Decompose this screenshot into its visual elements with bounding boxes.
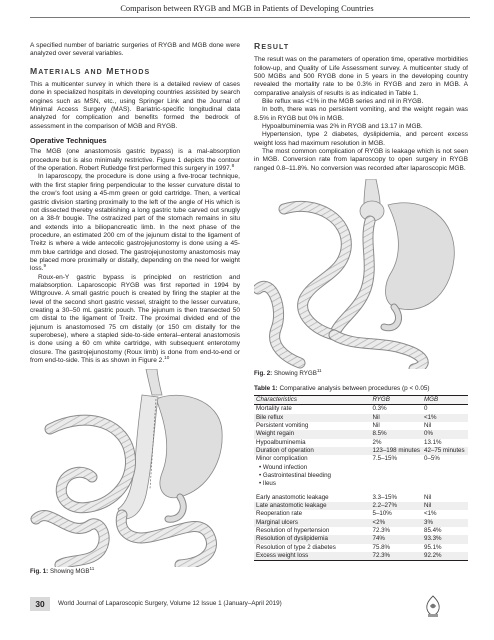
- figure-2-label: Fig. 2:: [254, 370, 273, 378]
- table-cell: 72.3%: [372, 527, 391, 534]
- mgb-paragraph-text: The MGB (one anastomosis gastric bypass) is a mal-absorption procedure but is also minimally restrictive. Figure 1 depicts the contour of the operation. Robert Rutledge first performed this surgery in 1997.: [30, 148, 240, 173]
- header-divider: [30, 17, 470, 18]
- table-cell: Nil: [371, 414, 422, 422]
- table-header-row: [254, 395, 468, 404]
- mgb-anatomy-drawing: [30, 369, 240, 567]
- table-row: [254, 430, 468, 438]
- figure-2-rygb-illustration: [254, 179, 468, 369]
- mgb-paragraph: [30, 148, 240, 173]
- table-subitem: • Wound infection: [259, 463, 308, 471]
- table-header-cell: RYGB: [371, 395, 422, 404]
- figure-1-caption: [30, 568, 240, 576]
- table-cell: Duration of operation: [254, 447, 371, 455]
- table-cell: 75.8%: [372, 543, 391, 551]
- citation: 11: [89, 566, 95, 572]
- table-cell: Mortality rate: [256, 405, 292, 413]
- operative-techniques-heading: Operative Techniques: [30, 136, 107, 146]
- citation: 11: [316, 368, 322, 374]
- table-cell: Excess weight loss: [254, 552, 371, 561]
- table-row: [254, 544, 468, 552]
- table-cell: 13.1%: [424, 438, 442, 446]
- table-cell: 2%: [372, 438, 382, 446]
- table-cell: Late anastomotic leakage: [254, 502, 371, 510]
- table-row: [254, 439, 468, 447]
- table-cell: <2%: [371, 519, 422, 527]
- table-header-cell: MGB: [422, 395, 468, 404]
- table-cell: Weight regain: [254, 430, 371, 438]
- table-cell: Nil: [424, 421, 432, 429]
- table-row: [254, 502, 468, 510]
- table-row: [254, 519, 468, 527]
- table-row: [254, 510, 468, 518]
- right-column: [254, 42, 468, 561]
- table-cell: <1%: [422, 414, 468, 422]
- table-cell: Resolution of hypertension: [256, 527, 330, 534]
- table-cell: 93.3%: [422, 535, 468, 543]
- table-row: [254, 480, 468, 488]
- table-cell: Nil: [422, 502, 468, 510]
- table-row: [254, 494, 468, 502]
- table-row: [254, 455, 468, 463]
- citation: 8: [231, 162, 235, 168]
- resolution-paragraph: Hypertension, type 2 diabetes, dyslipidemia, and percent excess weight loss had maximum resolution in MGB.: [254, 131, 468, 147]
- publisher-logo-icon: [422, 594, 444, 618]
- table-row: [254, 527, 468, 535]
- table-cell: 92.2%: [422, 552, 468, 561]
- materials-methods-heading: MATERIALS AND METHODS: [30, 65, 151, 76]
- table-cell: Persistent vomiting: [256, 421, 309, 429]
- table-row: [254, 464, 468, 472]
- table-cell: Hypoalbuminemia: [256, 438, 306, 446]
- complication-paragraph: The most common complication of RYGB is leakage which is not seen in MGB. Conversion rate from laparoscopy to open surgery in RYGB ranged 0.8–11.8%. No conversion was recorded after laparoscopic MGB.: [254, 148, 468, 172]
- hypoalbuminemia-paragraph: Hypoalbuminemia was 2% in RYGB and 13.17 in MGB.: [262, 123, 423, 131]
- table-row: [254, 472, 468, 480]
- table-row: [254, 447, 468, 455]
- figure-2-caption: [254, 370, 468, 378]
- table-subitem: • Gastrointestinal bleeding: [259, 471, 331, 479]
- table-cell: Early anastomotic leakage: [256, 493, 329, 501]
- table-cell: Nil: [372, 421, 380, 429]
- comparison-table: [254, 395, 468, 562]
- table-cell: 3.3–15%: [372, 493, 397, 501]
- figure-2-caption-text: Showing RYGB: [273, 370, 317, 378]
- materials-methods-paragraph: This a multicenter survey in which there is a detailed review of cases done in specialized hospitals in developing countries assisted by search engines such as MSN, etc., using Springer Link and the Journal of Minimal Access Surgery (MAS). Bariatric-specific longitudinal data analyzed for complication and benefits formed the bedrock of assessment in the comparison of MGB and RYGB.: [30, 81, 240, 130]
- table-cell: Resolution of type 2 diabetes: [256, 543, 336, 551]
- table-cell: 3%: [422, 519, 468, 527]
- table-cell: Bile reflux: [254, 414, 371, 422]
- table-1-title-text: Comparative analysis between procedures (p < 0.05): [279, 384, 430, 392]
- table-row: [254, 552, 468, 561]
- table-cell: 72.3%: [371, 552, 422, 561]
- table-1-title: [254, 385, 468, 393]
- result-heading: RESULT: [254, 41, 290, 51]
- laparoscopy-paragraph: [30, 173, 240, 273]
- intro-paragraph: A specified number of bariatric surgeries of RYGB and MGB done were analyzed over several variables.: [30, 42, 240, 58]
- table-cell: 7.5–15%: [372, 455, 397, 463]
- table-cell: 0%: [422, 430, 468, 438]
- table-cell: 0: [424, 405, 428, 413]
- bile-reflux-paragraph: Bile reflux was <1% in the MGB series and nil in RYGB.: [262, 98, 424, 106]
- table-cell: 2.2–27%: [371, 502, 422, 510]
- rygb-paragraph: [30, 274, 240, 366]
- table-cell: Reoperation rate: [256, 510, 303, 518]
- result-paragraph: The result was on the parameters of operation time, operative morbidities follow-up, and Quality of Life Assessment survey. A multicenter study of 500 MGBs and 500 RYGB done in 5 years in the developing country revealed the mortality rate to be 0.3% in RYGB and zero in MGB. A comparative analysis of results is as indicated in Table 1.: [254, 56, 468, 97]
- laparoscopy-paragraph-text: In laparoscopy, the procedure is done using a five-trocar technique, with the first stapler firing perpendicular to the lesser curvature distal to the crow’s foot using a 45-mm green or gold cartridge. Then, a vertical gastric division starting proximally to the left of the angle of His which is not dissected thereby establishing a long gastric tube carved out snugly on a 38-fr bougie. The ostracized part of the stomach remains in situ and extends into a biliopancreatic limb. In the next phase of the procedure, an estimated 200 cm of the jejunum distal to the ligament of Treitz is where a wide antecolic gastrojejunostomy is done using a 45-mm blue cartridge and closed. The gastrojejunostomy anastomosis may be placed more proximally or distally, depending on the need for weight loss.: [30, 173, 240, 273]
- rygb-paragraph-text: Roux-en-Y gastric bypass is principled on restriction and malabsorption. Laparoscopic RYGB was first reported in 1994 by Wittgrouve. A small gastric pouch is created by firing the stapler at the level of the second short gastric vessel, straight to the lesser curvature, creating a 30–50 mL gastric pouch. The jejunum is then transected 50 cm distal to the ligament of Treitz. The proximal divided end of the jejunum is anastomosed 75 cm distally (or 150 cm distally for the superobese), where a stapled side-to-side enteral–enteral anastomosis is done using a 60 cm white cartridge, with subsequent enterotomy closure. The gastrojejunostomy (Roux limb) is done from end-to-end or from end-to-side. This is as shown in Figure 2.: [30, 273, 240, 365]
- vomiting-paragraph: In both, there was no persistent vomiting, and the weight regain was 8.5% in RYGB but 0% in MGB.: [254, 106, 468, 122]
- table-cell: Minor complication: [256, 455, 308, 463]
- table-row: [254, 414, 468, 422]
- table-cell: 8.5%: [371, 430, 422, 438]
- table-cell: 0–5%: [424, 455, 440, 463]
- table-cell: Resolution of dyslipidemia: [254, 535, 371, 543]
- table-cell: <1%: [424, 510, 437, 518]
- figure-1-label: Fig. 1:: [30, 568, 49, 576]
- left-column: [30, 42, 240, 577]
- citation: 10: [164, 354, 170, 360]
- figure-1-mgb-illustration: [30, 369, 240, 567]
- table-subitem: • Ileus: [259, 480, 276, 488]
- table-cell: 123–198 minutes: [372, 446, 420, 454]
- table-cell: 95.1%: [424, 543, 442, 551]
- rygb-anatomy-drawing: [254, 179, 468, 369]
- table-cell: Nil: [424, 493, 432, 501]
- table-row: [254, 405, 468, 414]
- table-cell: 5–10%: [372, 510, 392, 518]
- journal-footer: World Journal of Laparoscopic Surgery, Volume 12 Issue 1 (January–April 2019): [58, 600, 282, 607]
- figure-1-caption-text: Showing MGB: [49, 568, 90, 576]
- table-row: [254, 422, 468, 430]
- running-head: Comparison between RYGB and MGB in Patients of Developing Countries: [120, 4, 374, 13]
- table-1-label: Table 1:: [254, 384, 278, 392]
- page-number: 30: [30, 597, 50, 611]
- table-cell: 0.3%: [372, 405, 387, 413]
- table-cell: 42–75 minutes: [422, 447, 468, 455]
- table-cell: 74%: [371, 535, 422, 543]
- table-header-cell: Characteristics: [254, 395, 371, 404]
- table-cell: Marginal ulcers: [254, 519, 371, 527]
- table-cell: 85.4%: [424, 527, 442, 534]
- citation: 9: [43, 263, 47, 269]
- table-row: [254, 535, 468, 543]
